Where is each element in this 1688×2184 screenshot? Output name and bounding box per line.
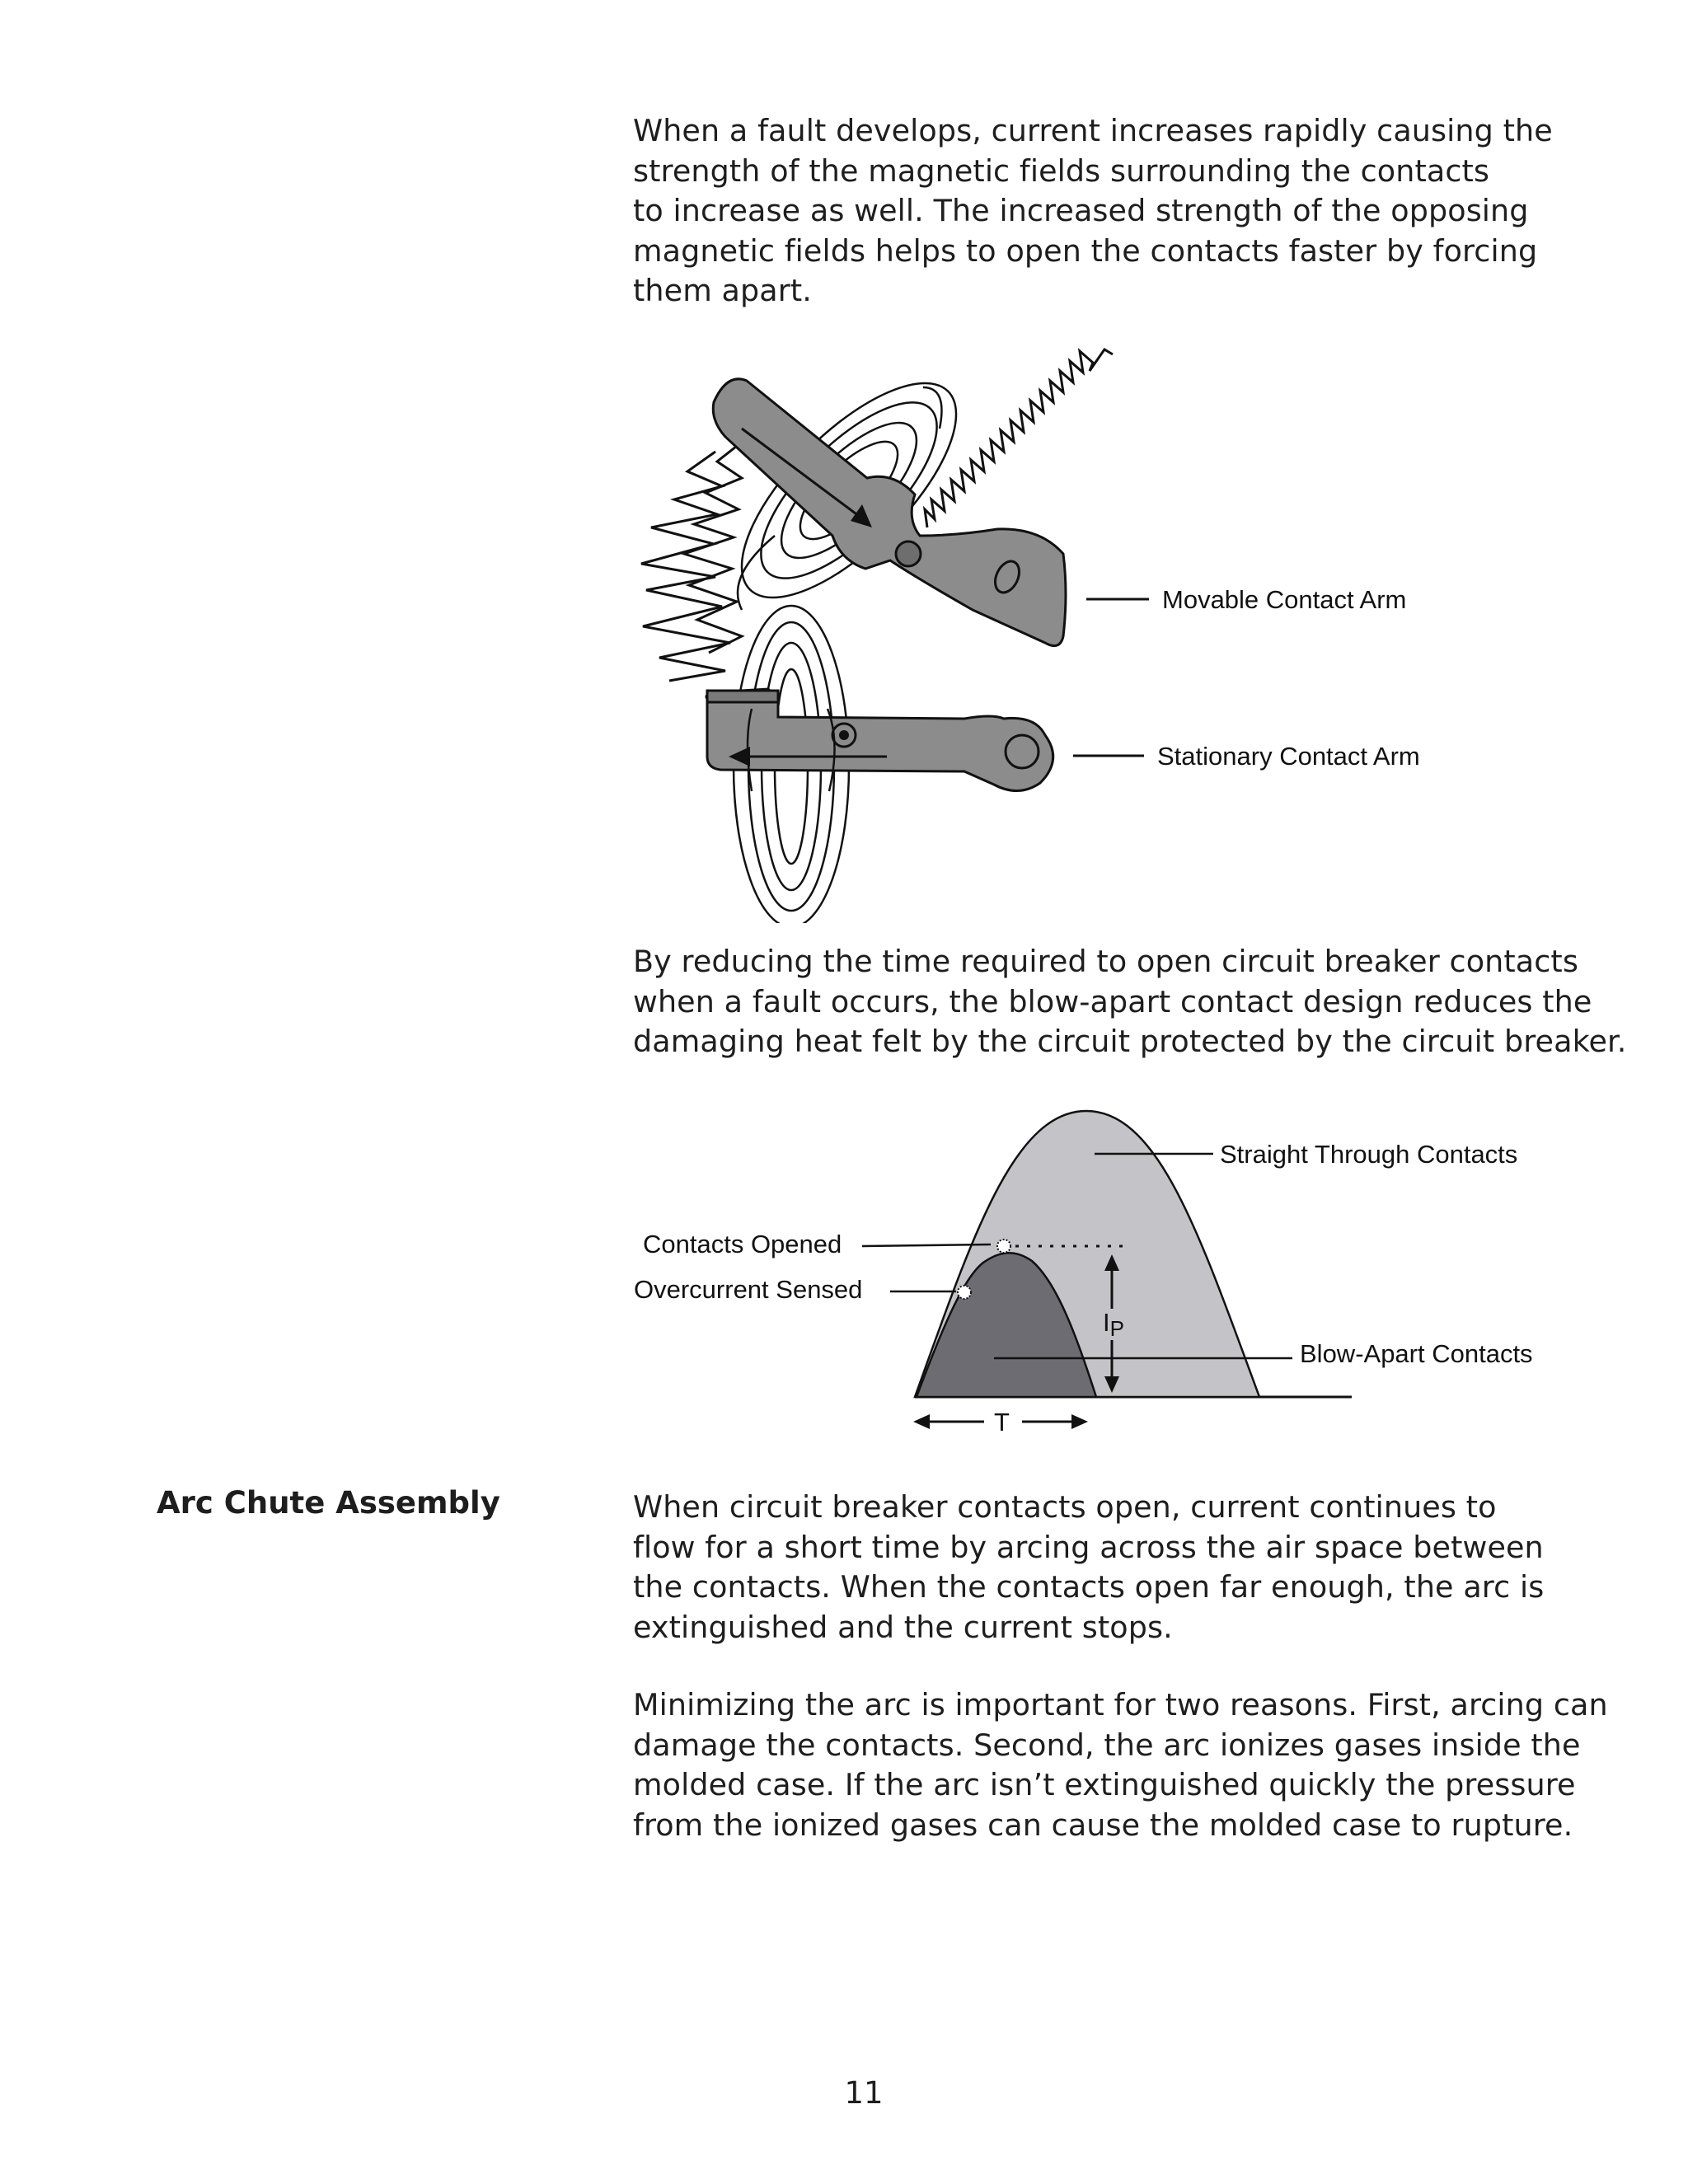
text-line: When a fault develops, current increases rapidly causing the: [633, 113, 1553, 148]
t-label: T: [994, 1408, 1010, 1436]
contacts-opened-marker: [997, 1240, 1010, 1253]
page-number: 11: [844, 2075, 884, 2111]
text-line: extinguished and the current stops.: [633, 1609, 1173, 1645]
arc-chute-paragraph-2: [633, 1685, 1622, 1845]
arc-zigzag-icon: [641, 452, 730, 681]
text-line: damage the contacts. Second, the arc ionizes gases inside the: [633, 1727, 1581, 1763]
overcurrent-sensed-marker: [958, 1286, 971, 1299]
movable-contact-arm-label: Movable Contact Arm: [1162, 585, 1407, 614]
text-line: to increase as well. The increased strength of the opposing: [633, 193, 1529, 228]
section-heading: Arc Chute Assembly: [157, 1485, 500, 1521]
stationary-contact-arm-label: Stationary Contact Arm: [1157, 742, 1420, 771]
current-curves-diagram: [0, 1088, 1688, 1451]
movable-contact-arm: [713, 379, 1066, 646]
text-line: them apart.: [633, 273, 812, 308]
text-line: Minimizing the arc is important for two reasons. First, arcing can: [633, 1687, 1608, 1722]
middle-paragraph: [633, 942, 1627, 1062]
text-line: flow for a short time by arcing across the air space between: [633, 1529, 1544, 1565]
ip-label: I: [1103, 1308, 1110, 1337]
blow-apart-label: Blow-Apart Contacts: [1300, 1339, 1533, 1368]
text-line: When circuit breaker contacts open, current continues to: [633, 1489, 1497, 1525]
text-line: when a fault occurs, the blow-apart contact design reduces the: [633, 983, 1592, 1019]
text-line: magnetic fields helps to open the contacts faster by forcing: [633, 232, 1538, 269]
spring-icon: [925, 349, 1113, 527]
straight-through-label: Straight Through Contacts: [1220, 1140, 1518, 1169]
text-line: strength of the magnetic fields surrounding the contacts: [633, 152, 1490, 189]
overcurrent-sensed-label: Overcurrent Sensed: [634, 1275, 863, 1304]
text-line: the contacts. When the contacts open far enough, the arc is: [633, 1569, 1545, 1605]
text-line: By reducing the time required to open circuit breaker contacts: [633, 944, 1578, 979]
ip-subscript: P: [1109, 1316, 1124, 1341]
contacts-opened-label: Contacts Opened: [643, 1230, 842, 1258]
text-line: molded case. If the arc isn’t extinguished quickly the pressure: [633, 1767, 1576, 1802]
arc-chute-paragraph-1: [633, 1488, 1622, 1647]
contacts-diagram: [0, 0, 1688, 923]
text-line: from the ionized gases can cause the molded case to rupture.: [633, 1807, 1573, 1843]
stationary-contact-arm: [706, 689, 1053, 791]
text-line: damaging heat felt by the circuit protected by the circuit breaker.: [633, 1024, 1627, 1059]
